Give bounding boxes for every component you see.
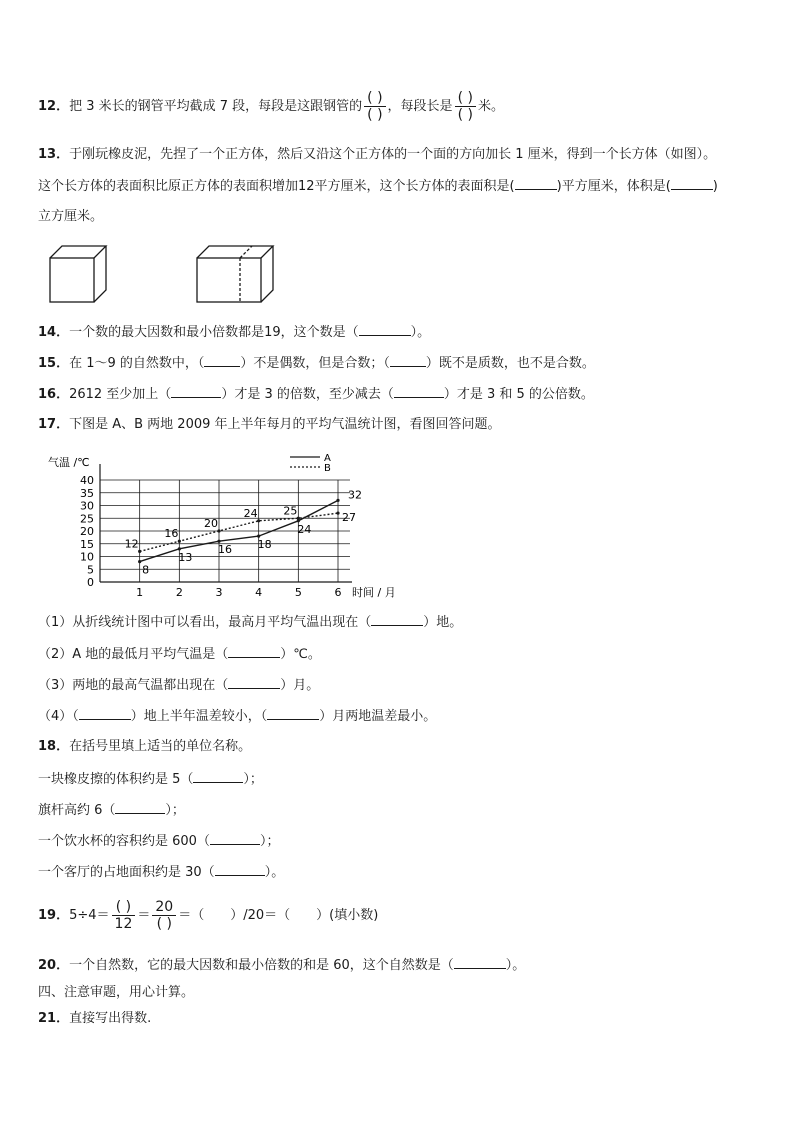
legend-label-a: A bbox=[324, 453, 331, 464]
answer-blank[interactable] bbox=[115, 802, 165, 814]
question-14: 14．一个数的最大因数和最小倍数都是19，这个数是（ ）。 bbox=[38, 325, 431, 340]
fraction-blank[interactable]: $\frac{( )}{( )}$ bbox=[455, 90, 476, 123]
x-axis-label: 时间 / 月 bbox=[352, 586, 396, 599]
answer-blank[interactable] bbox=[79, 708, 131, 720]
data-label-a: 32 bbox=[348, 488, 362, 502]
answer-blank[interactable] bbox=[267, 708, 319, 720]
question-18: 18．在括号里填上适当的单位名称。 bbox=[38, 739, 252, 754]
cube-figure bbox=[50, 246, 106, 302]
question-13-line2: 这个长方体的表面积比原正方体的表面积增加12平方厘米，这个长方体的表面积是( )平方厘米，体积是( ) bbox=[38, 179, 718, 194]
q17-sub2: （2）A 地的最低月平均气温是（ ）℃。 bbox=[38, 647, 321, 662]
data-point-b bbox=[336, 512, 339, 515]
answer-blank[interactable] bbox=[228, 646, 280, 658]
y-tick-label: 5 bbox=[87, 563, 94, 577]
answer-blank[interactable] bbox=[515, 178, 557, 190]
section-4-heading: 四、注意审题，用心计算。 bbox=[38, 985, 195, 1000]
answer-blank[interactable] bbox=[210, 833, 260, 845]
q17-sub3: （3）两地的最高气温都出现在（ ）月。 bbox=[38, 678, 320, 693]
q18-item1: 一块橡皮擦的体积约是 5（ ）； bbox=[38, 772, 263, 787]
data-label-b: 20 bbox=[204, 517, 218, 530]
answer-blank[interactable] bbox=[193, 771, 243, 783]
answer-blank[interactable] bbox=[215, 864, 265, 876]
q17-sub1: （1）从折线统计图中可以看出，最高月平均气温出现在（ ）地。 bbox=[38, 615, 463, 630]
data-label-a: 16 bbox=[218, 543, 232, 557]
question-12: 12．把 3 米长的钢管平均截成 7 段，每段是这跟钢管的 $\frac{( )}{( )}$ ，每段长是 $\frac{( )}{( )}$ 米。 bbox=[38, 90, 504, 123]
question-16: 16．2612 至少加上（ ）才是 3 的倍数，至少减去（ ）才是 3 和 5 的公倍数。 bbox=[38, 387, 594, 402]
data-label-a: 18 bbox=[257, 538, 272, 552]
data-label-b: 16 bbox=[164, 527, 179, 541]
answer-blank[interactable] bbox=[454, 957, 506, 969]
answer-blank[interactable] bbox=[390, 355, 426, 367]
data-label-a: 24 bbox=[297, 522, 312, 536]
answer-blank[interactable] bbox=[394, 386, 444, 398]
data-point-a bbox=[138, 560, 141, 563]
cube-figures bbox=[40, 238, 280, 308]
fraction-blank[interactable]: $\frac{( )}{( )}$ bbox=[364, 90, 385, 123]
x-tick-label: 4 bbox=[255, 586, 263, 599]
data-label-a: 13 bbox=[178, 550, 193, 564]
q17-sub4: （4）（ ）地上半年温差较小，（ ）月两地温差最小。 bbox=[38, 709, 437, 724]
y-tick-label: 40 bbox=[80, 474, 94, 487]
answer-blank[interactable] bbox=[371, 614, 423, 626]
answer-blank[interactable] bbox=[671, 178, 713, 190]
question-21: 21．直接写出得数. bbox=[38, 1011, 152, 1026]
x-tick-label: 5 bbox=[294, 586, 302, 599]
y-tick-label: 20 bbox=[80, 525, 94, 538]
q18-item4: 一个客厅的占地面积约是 30（ ）。 bbox=[38, 865, 285, 880]
y-tick-label: 0 bbox=[87, 576, 94, 589]
question-13-line3: 立方厘米。 bbox=[38, 209, 104, 224]
answer-blank[interactable] bbox=[359, 324, 411, 336]
y-tick-label: 30 bbox=[80, 499, 94, 513]
data-label-b: 25 bbox=[283, 504, 298, 518]
x-tick-label: 2 bbox=[175, 586, 183, 599]
x-tick-label: 6 bbox=[334, 586, 342, 599]
y-tick-label: 10 bbox=[80, 550, 94, 564]
temperature-line-chart bbox=[40, 450, 396, 600]
y-tick-label: 15 bbox=[80, 537, 94, 551]
question-13-line1: 13．于刚玩橡皮泥，先捏了一个正方体，然后又沿这个正方体的一个面的方向加长 1 厘米，得到一个长方体（如图）。 bbox=[38, 147, 717, 162]
fraction-blank[interactable]: $\frac{20}{( )}$ bbox=[152, 899, 176, 932]
data-point-a bbox=[336, 499, 339, 502]
question-19: 19．5÷4＝ $\frac{( )}{12}$ ＝ $\frac{20}{( )}$ ＝（ ）/20＝（ ）(填小数) bbox=[38, 899, 379, 932]
question-20: 20．一个自然数，它的最大因数和最小倍数的和是 60，这个自然数是（ ）。 bbox=[38, 958, 526, 973]
y-tick-label: 35 bbox=[80, 486, 94, 500]
answer-blank[interactable] bbox=[228, 677, 280, 689]
y-tick-label: 25 bbox=[80, 512, 94, 526]
cuboid-figure bbox=[197, 246, 273, 302]
legend-label-b: B bbox=[324, 463, 331, 474]
x-tick-label: 3 bbox=[215, 586, 223, 599]
q18-item2: 旗杆高约 6（ ）； bbox=[38, 803, 185, 818]
question-15: 15．在 1～9 的自然数中，（ ）不是偶数，但是合数；（ ）既不是质数，也不是合数。 bbox=[38, 356, 595, 371]
fraction-blank[interactable]: $\frac{( )}{12}$ bbox=[112, 899, 136, 932]
x-tick-label: 1 bbox=[136, 586, 144, 599]
data-label-a: 8 bbox=[142, 563, 150, 577]
y-axis-label: 气温 /℃ bbox=[48, 456, 90, 469]
answer-blank[interactable] bbox=[171, 386, 221, 398]
data-label-b: 12 bbox=[124, 537, 139, 551]
data-label-b: 24 bbox=[243, 506, 258, 520]
data-label-b: 27 bbox=[342, 511, 356, 525]
answer-blank[interactable] bbox=[204, 355, 240, 367]
q18-item3: 一个饮水杯的容积约是 600（ ）； bbox=[38, 834, 280, 849]
q12-text: 把 3 米长的钢管平均截成 7 段，每段是这跟钢管的 bbox=[69, 99, 363, 114]
question-17: 17．下图是 A、B 两地 2009 年上半年每月的平均气温统计图，看图回答问题。 bbox=[38, 417, 501, 432]
